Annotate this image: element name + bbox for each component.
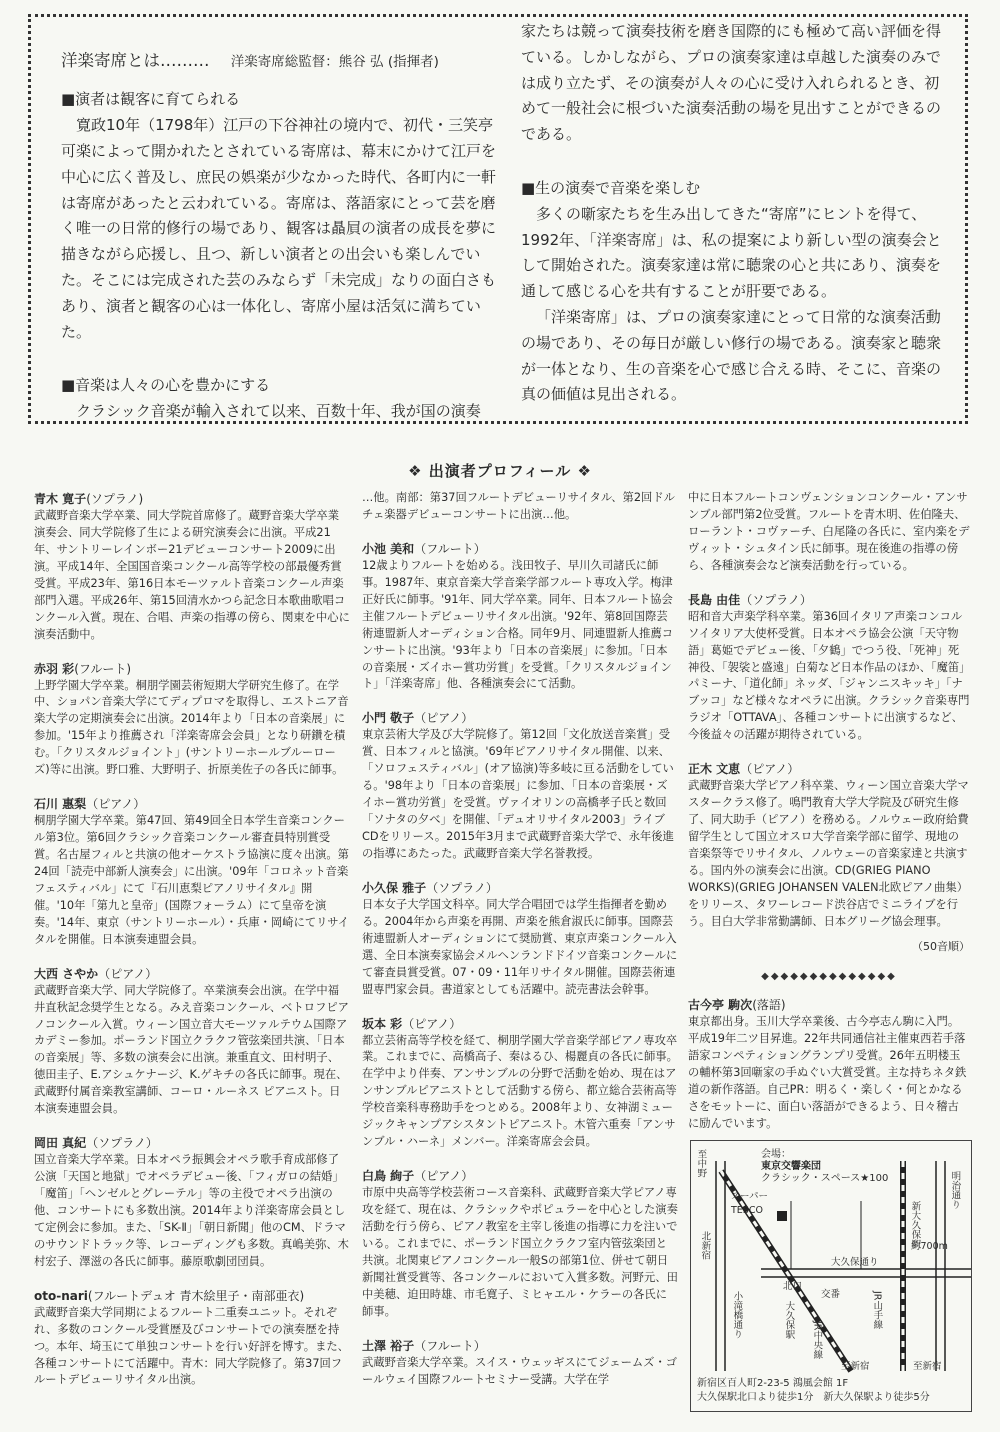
performer-role: （ピアノ） (414, 1169, 474, 1184)
map-label-koban: 交番 (821, 1289, 841, 1300)
profile-entry (362, 1167, 678, 1321)
performer-name: 岡田 真紀 (34, 1136, 87, 1151)
performer-name: 正木 文恵 (688, 762, 741, 777)
intro-left-column (61, 47, 501, 425)
profile-entry (34, 1134, 350, 1271)
performer-bio: 日本女子大学国文科卒。同大学合唱団では学生指揮者を勤める。2004年から声楽を再開、声楽を熊倉淑氏に師事。国際芸術連盟新人オーディションにて奨励賞、東京声楽コンクール入選、全日本演奏家協会メルヘンランドドイツ音楽コンクールにて審査員賞受賞。07・09・11年リサイタル開催。国際芸術連盟専門家会員。書道家としても活躍中。読売書法会幹事。 (362, 897, 678, 996)
profile-entry (362, 540, 678, 694)
performer-role: (ソプラノ) (86, 492, 144, 506)
profile-column-1 (34, 490, 350, 1405)
performer-name: 長島 由佳 (688, 592, 741, 607)
performer-name: 青木 寛子 (34, 492, 87, 506)
performer-name: 小門 敬子 (362, 711, 415, 726)
venue-map (690, 1140, 972, 1412)
section-body-1: 寛政10年（1798年）江戸の下谷神社の境内で、初代・三笑亭可楽によって開かれたとされている寄席は、幕末にかけて江戸を中心に広く普及し、庶民の娯楽が少なかった時代、各町内に一軒は寄席があったと云われている。寄席は、落語家にとって芸を磨く唯一の日常的修行の場であり、観客は贔屓の演者の成長を夢に描きながら応援し、且つ、新しい演者との出会いも楽しんでいた。そこには完成された芸のみならず「未完成」なりの面白さもあり、演者と観客の心は一体化し、寄席小屋は活気に満ちていた。 (61, 116, 497, 341)
profile-entry (362, 1015, 678, 1152)
performer-role: （ピアノ） (740, 762, 800, 777)
profile-entry (34, 1287, 350, 1390)
performer-bio: 武蔵野音楽大学同期によるフルート二重奏ユニット。それぞれ、多数のコンクール受賞歴及びコンサートでの演奏歴を持つ。本年、埼玉にて単独コンサートを行い好評を博す。また、各種コンサートにて活躍中。青木：同大学院修了。第37回フルートデビューリサイタル出演。 (34, 1305, 349, 1387)
map-label-meiji: 明治通り (949, 1171, 961, 1209)
performer-name: 小池 美和 (362, 541, 415, 556)
section-heading-3: ■生の演奏で音楽を楽しむ (521, 178, 701, 197)
profile-entry (34, 795, 350, 949)
performer-bio: 都立芸術高等学校を経て、桐朋学園大学音楽学部ピアノ専攻卒業。これまでに、高橋高子、秦はるひ、楊麗貞の各氏に師事。在学中より伴奏、アンサンブルの分野で活動を始め、現在はアンサンブルピアニストとして活動する傍ら、都立総合芸術高等学校音楽科専務助手をつとめる。2008年より、女神湖ミュージックキャンプアシスタントピアニスト。木管六重奏「アンサンブル・ハーネ」メンバー。洋楽寄席会会員。 (362, 1033, 678, 1149)
intro-title: 洋楽寄席とは……… (61, 51, 210, 70)
performer-bio: 昭和音大声楽学科卒業。第36回イタリア声楽コンコルソイタリア大使杯受賞。日本オペラ協会公演「天守物語」葛姫でデビュー後、「夕鶴」でつう役、「死神」死神役、「袈裟と盛遠」白菊など日本作品のほか、「魔笛」パミーナ、「道化師」ネッダ、「ジャンニスキッキ」「ナブッコ」など様々なオペラに出演。クラシック音楽専門ラジオ「OTTAVA」、各種コンサートに出演するなど、今後益々の活躍が期待されている。 (688, 609, 970, 742)
performer-name: oto-nari (34, 1288, 88, 1303)
section-body-3b: 「洋楽寄席」は、プロの演奏家達にとって日常的な演奏活動の場であり、その毎日が厳しい修行の場である。演奏家と聴衆が一体となり、生の音楽を心で感じ合える時、そこに、音楽の真の価値は見出される。 (521, 307, 942, 404)
alphabetical-note: （50音順） (912, 939, 970, 953)
profile-entry (688, 760, 970, 930)
performer-role: （ソプラノ） (740, 592, 812, 607)
performer-role: （ピアノ） (414, 711, 474, 726)
map-label-kitashinjuku: 北新宿 (699, 1231, 711, 1260)
performer-role: （ソプラノ） (426, 880, 498, 895)
performer-bio: 武蔵野音楽大学卒業、同大学院首席修了。蔵野音楽大学卒業演奏会、同大学院修了生による研究演奏会に出演。平成21年、サントリーレインボー21デビューコンサート2009に出演。平成14年、全国国音楽コンクール高等学校の部最優秀賞受賞。平成23年、第16日本モーツァルト音楽コンクール声楽部門入選。平成26年、第15回清水かつら記念日本歌曲歌唱コンクール入賞。現在、合唱、声楽の指導の傍ら、関東を中心に演奏活動中。 (34, 509, 350, 641)
map-label-okubo-dori: 大久保通り (831, 1257, 879, 1268)
map-label-shinjuku-2: 至新宿 (913, 1361, 942, 1372)
profile-entry (362, 709, 678, 863)
performer-role: （フルート） (414, 541, 486, 556)
map-label-distance: 約700m (911, 1241, 948, 1252)
venue-access: 大久保駅北口より徒歩1分 新大久保駅より徒歩5分 (697, 1392, 930, 1403)
performer-bio: 桐朋学園大学卒業。第47回、第49回全日本学生音楽コンクール第3位。第6回クラシック音楽コンクール審査員特別賞受賞。名古屋フィルと共演の他オーケストラ協演に度々出演。第24回「読売中部新人演奏会」に出演。'09年「コロネット音楽フェスティバル」にて『石川恵梨ピアノリサイタル』開催。'10年「第九と皇帝」(国際フォーラム）にて皇帝を演奏。'14年、東京（サントリーホール）・兵庫・岡崎にてリサイタルを開催。日本演奏連盟会員。 (34, 814, 350, 946)
performer-bio: 武蔵野音楽大学卒業。スイス・ウェッギスにてジェームズ・ゴールウェイ国際フルートセミナー受講。大学在学 (362, 1355, 678, 1386)
profile-entry (34, 490, 350, 644)
performer-bio: 武蔵野音楽大学ピアノ科卒業、ウィーン国立音楽大学マスタークラス修了。鳴門教育大学大学院及び研究生修了、同大助手（ピアノ）を務める。ノルウェー政府給費留学生として国立オスロ大学音楽学部に留学、現地の音楽祭等でリサイタル、ノルウェーの音楽家達と共演する。国内外の演奏会に出演。CD(GRIEG PIANO WORKS)(GRIEG JOHANSEN VALEN北欧ピアノ曲集）をリリース、タワーレコード渋谷店でミニライブを行う。目白大学非常勤講師、日本グリーグ協会理事。 (688, 779, 969, 928)
performer-role: (フルート) (74, 661, 132, 676)
profiles-title: ❖ 出演者プロフィール ❖ (408, 462, 592, 480)
guest-name: 古今亭 駒次 (688, 998, 753, 1013)
map-label-shinjuku-1: 至新宿 (841, 1361, 870, 1372)
venue-name: 東京交響楽団 (761, 1161, 821, 1172)
performer-role: （フルート） (414, 1338, 486, 1353)
intro-right-column (521, 19, 951, 408)
performer-role: （ピアノ） (402, 1016, 462, 1031)
performer-bio: 市原中央高等学校芸術コース音楽科、武蔵野音楽大学ピアノ専攻を経て、現在は、クラシックやポピュラーを中心とした演奏活動を行う傍ら、ピアノ教室を主宰し後進の指導に力を注いでいる。これまでに、ポーランド国立クラクフ室内管弦楽団と共演。北関東ピアノコンクール一般Sの部第1位、併せて朝日新聞社賞受賞等、各コンクールにおいて入賞多数。河野元、田中美穂、迫田時雄、市毛寛子、ミヒャエル・ケラーの各氏に師事。 (362, 1186, 678, 1318)
profile-entry (688, 591, 970, 745)
performer-name: 赤羽 彩 (34, 661, 75, 676)
profile-entry (362, 1337, 678, 1389)
performer-bio: 12歳よりフルートを始める。浅田牧子、早川久司諸氏に師事。1987年、東京音楽大学音楽学部フルート専攻入学。梅津正好氏に師事。'91年、同大学卒業。同年、日本フルート協会主催フルートデビューリサイタル出演。'92年、第8回国際芸術連盟新人オーディション合格。同年9月、同連盟新人推薦コンサートに出演。'93年より「日本の音楽展」に参加。「日本の音楽展・ズイホー賞功労賞」を受賞。「クリスタルジョイント」「洋楽寄席」他、各種演奏会にて活動。 (362, 558, 674, 691)
venue-address-block (697, 1377, 930, 1405)
map-label-shin-okubo: 新大久保駅 (909, 1201, 921, 1249)
map-label-yamanote: JR山手線 (871, 1291, 883, 1329)
guest-entry (688, 996, 970, 1133)
map-label-kitaguchi: 北口 (783, 1281, 803, 1292)
map-label-okubo-eki: 大久保駅 (783, 1301, 795, 1339)
profile-column-2 (362, 490, 678, 1404)
profile-entry (34, 660, 350, 780)
map-label-odakubo: 小滝橋通り (731, 1291, 743, 1339)
performer-name: 石川 惠梨 (34, 797, 87, 812)
performer-bio: 上野学園大学卒業。桐朋学園芸術短期大学研究生修了。在学中、ショパン音楽大学にてディプロマを取得し、エストニア音楽大学の定期演奏会に出演。2014年より「日本の音楽展」に参加。'15年より推薦され「洋楽寄席会会員」となり研鑽を積む。「クリスタルジョイント」(サントリーホールブルーローズ)等に出演。野口雅、大野明子、折原美佐子の各氏に師事。 (34, 678, 349, 777)
performer-role: （ピアノ） (86, 797, 146, 812)
venue-sub: クラシック・スペース★100 (761, 1173, 889, 1184)
profile-column-3 (688, 490, 970, 1149)
section-body-2b: 家たちは競って演奏技術を磨き国際的にも極めて高い評価を得ている。しかしながら、プロの演奏家達は卓越した演奏のみでは成り立たず、その演奏が人々の心に受け入れられるとき、初めて一般社会に根づいた演奏活動の場を見出すことができるのである。 (521, 22, 942, 144)
section-body-2a: クラシック音楽が輸入されて以来、百数十年、我が国の演奏 (76, 402, 481, 421)
performer-name: 坂本 彩 (362, 1016, 403, 1031)
venue-label-text: 会場： (761, 1149, 791, 1160)
performer-name: 小久保 雅子 (362, 880, 427, 895)
performer-bio-continued: 中に日本フルートコンヴェンションコンクール・アンサンブル部門第2位受賞。フルートを青木明、佐伯隆夫、ローラント・コヴァーチ、白尾隆の各氏に、室内楽をデヴィット・シュタイン氏に師事。現在後進の指導の傍ら、各種演奏会など演奏活動を行っている。 (688, 491, 970, 572)
map-label-super: スーパー (731, 1191, 769, 1202)
intro-supervisor: 洋楽寄席総監督：熊谷 弘 (指揮者) (230, 54, 439, 70)
profile-entry (362, 879, 678, 999)
performer-bio: 東京芸術大学及び大学院修了。第12回「文化放送音楽賞」受賞、日本フィルと協演。'69年ピアノリサイタル開催、以来、「ソロフェスティバル」(オア協演)等多岐に亘る活動をしている。'98年より「日本の音楽展」に参加、「日本の音楽展・ズイホー賞功労賞」を受賞。ヴァイオリンの高橋孝子氏と数回「ソナタの夕べ」を開催、「デュオリサイタル2003」ライブCDをリリース。2015年3月まで武蔵野音楽大学で、永年後進の指導にあたった。武蔵野音楽大学名誉教授。 (362, 728, 674, 860)
performer-name: 大西 さやか (34, 966, 99, 981)
intro-heading (61, 47, 501, 75)
section-body-3a: 多くの噺家たちを生み出してきた“寄席”にヒントを得て、1992年、「洋楽寄席」は、私の提案により新しい型の演奏会として開始された。演奏家達は常に聴衆の心と共にあり、演奏を通して感じる心を共有することが肝要である。 (521, 204, 942, 301)
profile-entry (34, 965, 350, 1119)
intro-box (28, 14, 968, 424)
performer-name: 土澤 裕子 (362, 1338, 415, 1353)
map-label-chuo: JR中央線 (811, 1321, 823, 1359)
performer-role: （ソプラノ） (86, 1136, 158, 1151)
performer-name: 白鳥 絢子 (362, 1169, 415, 1184)
guest-bio: 東京都出身。玉川大学卒業後、古今亭志ん駒に入門。平成19年二ツ目昇進。22年共同通信社主催東西若手落語家コンペティショングランプリ受賞。26年五明楼玉の輔杯第3回噺家の手ぬぐい大賞受賞。主な持ちネタ鉄道の新作落語。自己PR：明るく・楽しく・何とかなるさをモットーに、面白い落語ができるよう、日々稽古に励んでいます。 (688, 1015, 967, 1130)
performer-role: (フルートデュオ 青木絵里子・南部亜衣) (87, 1288, 305, 1303)
performer-bio: 武蔵野音楽大学、同大学院修了。卒業演奏会出演。在学中福井直秋記念奨学生となる。みえ音楽コンクール、ベトロフピアノコンクール入賞。ウィーン国立音大モーツァルテウム国際アカデミー参加。ポーランド国立クラクフ管弦楽団共演、「日本の音楽展」等、多数の演奏会に出演。兼重直文、田村明子、徳田圭子、E.アシュケナージ、K.ゲキチの各氏に師事。現在、武蔵野付属音楽教室講師、コーロ・ルーネス ピアニスト。日本演奏連盟会員。 (34, 983, 349, 1116)
venue-address: 新宿区百人町2-23-5 鴻風会館 1F (697, 1378, 849, 1389)
performer-bio-continued: …他。南部：第37回フルートデビューリサイタル、第2回ドルチェ楽器デビューコンサートに出演…他。 (362, 491, 675, 521)
map-label-itamae: 至中野 (695, 1149, 707, 1178)
performer-bio: 国立音楽大学卒業。日本オペラ振興会オペラ歌手育成部修了公演「天国と地獄」でオペラデビュー後、「フィガロの結婚」「魔笛」「ヘンゼルとグレーテル」等の主役でオペラ出演の他、コンサートにも多数出演。2014年より洋楽寄席会員として定例会に参加。また、「SK-Ⅱ」「朝日新聞」他のCM、ドラマのサウンドトラック等、レコーディングも多数。真嶋美弥、木村宏子、澤滋の各氏に師事。藤原歌劇団団員。 (34, 1153, 349, 1268)
performer-role: （ピアノ） (98, 966, 158, 981)
map-label-tesco: TESCO (731, 1205, 763, 1216)
section-divider: ◆◆◆◆◆◆◆◆◆◆◆◆◆◆ (761, 971, 897, 983)
venue-label (761, 1149, 888, 1185)
section-heading-2: ■音楽は人々の心を豊かにする (61, 376, 271, 395)
section-heading-1: ■演者は観客に育てられる (61, 90, 241, 109)
guest-role: (落語) (752, 998, 786, 1013)
